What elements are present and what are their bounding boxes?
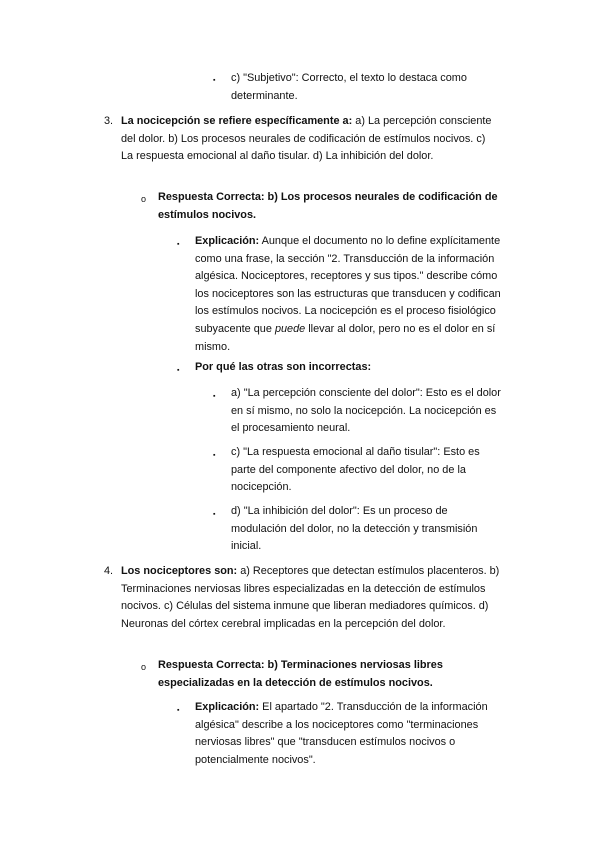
- square-bullet: ▪: [177, 367, 180, 374]
- square-bullet: ▪: [213, 511, 216, 518]
- explanation-emphasis: puede: [274, 322, 306, 335]
- explanation-text: llevar al dolor, pero no es el dolor en sí mismo.: [195, 322, 496, 353]
- question-number: 4.: [104, 565, 114, 577]
- question-options: a) La percepción consciente del dolor. b) Los procesos neurales de codificación de estímulos nocivos. c) La respuesta emocional al daño tisular. d) La inhibición del dolor.: [121, 115, 492, 163]
- explanation-text: Aunque el documento no lo define explícitamente como una frase, la sección "2. Transducción de la información algésica. Nociceptores, receptores y sus tipos." describe cómo los nociceptores son las estructuras que transducen y codifican los estímulos nocivos. La nocicepción es el proceso fisiológico subyacente que: [195, 235, 501, 335]
- explanation-text: El apartado "2. Transducción de la información algésica" describe a los nociceptores como "terminaciones nerviosas libres" que "transducen estímulos nocivos o potencialmente nocivos".: [195, 701, 488, 766]
- question-heading: Los nociceptores son:: [121, 565, 238, 577]
- explanation-label: Explicación:: [195, 235, 260, 247]
- correct-answer: Respuesta Correcta: b) Los procesos neurales de codificación de estímulos nocivos.: [158, 191, 498, 221]
- question-number: 3.: [104, 115, 114, 127]
- square-bullet: ▪: [213, 77, 216, 84]
- why-incorrect-label: Por qué las otras son incorrectas:: [195, 361, 372, 373]
- list-item: a) "La percepción consciente del dolor": Esto es el dolor en sí mismo, no solo la nocicepción. La nocicepción es el procesamiento neural.: [231, 387, 501, 435]
- question-4: [121, 563, 516, 633]
- square-bullet: ▪: [213, 452, 216, 459]
- list-item: d) "La inhibición del dolor": Es un proceso de modulación del dolor, no la detección y transmisión inicial.: [231, 505, 478, 553]
- circle-bullet: o: [141, 194, 147, 204]
- question-heading: La nocicepción se refiere específicamente a:: [121, 115, 353, 127]
- square-bullet: ▪: [177, 241, 180, 248]
- explanation: [195, 699, 510, 769]
- correct-answer: Respuesta Correcta: b) Terminaciones nerviosas libres especializadas en la detección de estímulos nocivos.: [158, 659, 443, 689]
- question-3: [121, 113, 496, 166]
- square-bullet: ▪: [177, 707, 180, 714]
- square-bullet: ▪: [213, 393, 216, 400]
- list-item: c) "La respuesta emocional al daño tisular": Esto es parte del componente afectivo del dolor, no de la nocicepción.: [231, 446, 480, 494]
- list-item: c) "Subjetivo": Correcto, el texto lo destaca como determinante.: [231, 72, 467, 102]
- question-options: a) Receptores que detectan estímulos placenteros. b) Terminaciones nerviosas libres especializadas en la detección de estímulos nocivos. c) Células del sistema inmune que liberan mediadores químicos. d) Neuronas del córtex cerebral implicadas en la percepción del dolor.: [121, 565, 500, 630]
- explanation-label: Explicación:: [195, 701, 260, 713]
- circle-bullet: o: [141, 662, 147, 672]
- explanation: [195, 233, 507, 356]
